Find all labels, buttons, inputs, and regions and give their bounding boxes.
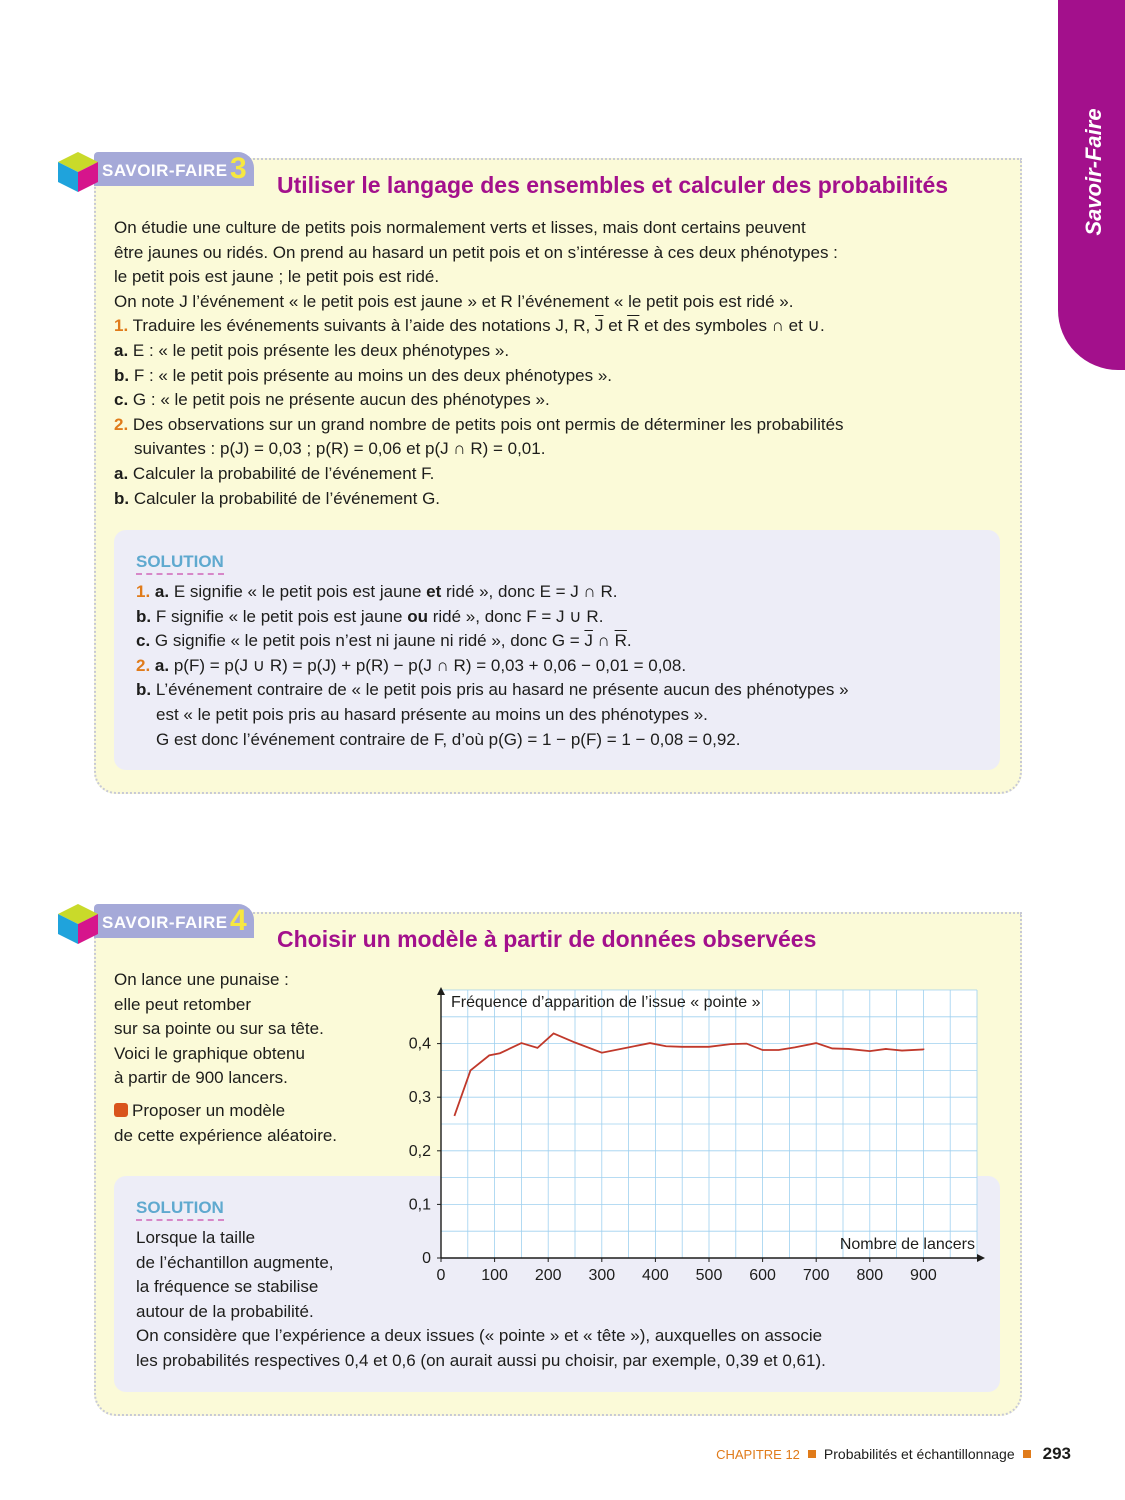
savoir-faire-4-title: Choisir un modèle à partir de données observées (277, 926, 817, 952)
savoir-faire-3-statement (114, 216, 844, 511)
page-footer (716, 1444, 1071, 1464)
solution-2b: b. L’événement contraire de « le petit pois pris au hasard ne présente aucun des phénotypes » (136, 680, 849, 700)
task-line: Proposer un modèle (114, 1099, 337, 1124)
intro-line: être jaunes ou ridés. On prend au hasard un petit pois et on s’intéresse à ces deux phénotypes : (114, 242, 838, 262)
question-2b: b. Calculer la probabilité de l’événement G. (114, 488, 441, 508)
page-number: 293 (1042, 1444, 1071, 1463)
solution-2b-cont: est « le petit pois pris au hasard présente au moins un des phénotypes ». (156, 704, 708, 724)
solution-line: la fréquence se stabilise (136, 1277, 319, 1297)
intro-line: On note J l’événement « le petit pois est jaune » et R l’événement « le petit pois est ridé ». (114, 291, 794, 311)
solution-line: de l’échantillon augmente, (136, 1252, 334, 1272)
question-2: 2. Des observations sur un grand nombre de petits pois ont permis de déterminer les probabilités (114, 414, 844, 434)
question-1c: c. G : « le petit pois ne présente aucun des phénotypes ». (114, 390, 550, 410)
intro-line: On lance une punaise : (114, 970, 289, 989)
x-tick-label: 500 (695, 1267, 723, 1284)
solution-3-text (136, 580, 849, 752)
x-tick-label: 800 (856, 1267, 884, 1284)
cube-icon (56, 902, 100, 946)
solution-line: autour de la probabilité. (136, 1301, 314, 1321)
frequency-chart (395, 985, 995, 1285)
cube-icon (56, 150, 100, 194)
y-tick-label: 0 (422, 1250, 431, 1267)
question-1a: a. E : « le petit pois présente les deux phénotypes ». (114, 340, 510, 360)
question-1: 1. Traduire les événements suivants à l’aide des notations J, R, $\overline{J}$ et $\overline{R}$ et des symboles ∩ et ∪. (114, 316, 825, 336)
footer-chapter-label: CHAPITRE 12 (716, 1447, 800, 1462)
x-axis-label: Nombre de lancers (839, 1236, 975, 1253)
solution-4-title: SOLUTION (136, 1198, 224, 1221)
question-2-cont: suivantes : p(J) = 0,03 ; p(R) = 0,06 et p(J ∩ R) = 0,01. (134, 439, 546, 459)
solution-3-title: SOLUTION (136, 552, 224, 575)
savoir-faire-3-title: Utiliser le langage des ensembles et calculer des probabilités (277, 172, 949, 198)
y-tick-label: 0,3 (408, 1089, 431, 1107)
question-2a: a. Calculer la probabilité de l’événement F. (114, 463, 435, 483)
solution-2b-cont: G est donc l’événement contraire de F, d’où p(G) = 1 − p(F) = 1 − 0,08 = 0,92. (156, 729, 741, 749)
square-bullet-icon (114, 1103, 128, 1117)
savoir-faire-4-tag: SAVOIR-FAIRE 4 (94, 904, 254, 938)
y-tick-label: 0,1 (408, 1196, 431, 1214)
side-tab-label: Savoir-Faire (1081, 108, 1106, 236)
solution-1a: 1. a. E signifie « le petit pois est jaune et ridé », donc E = J ∩ R. (136, 582, 618, 601)
solution-line: les probabilités respectives 0,4 et 0,6 (on aurait aussi pu choisir, par exemple, 0,39 et 0,61). (136, 1350, 826, 1370)
y-tick-label: 0,2 (408, 1142, 431, 1160)
y-tick-label: 0,4 (408, 1035, 431, 1053)
solution-1c: c. G signifie « le petit pois n’est ni jaune ni ridé », donc $G = \overline{J}$ ∩ $\overline{R}$. (136, 631, 632, 651)
savoir-faire-4-number: 4 (230, 904, 248, 937)
savoir-faire-4-statement (114, 968, 337, 1148)
savoir-faire-3-number: 3 (230, 152, 248, 185)
savoir-faire-3-tag: SAVOIR-FAIRE 3 (94, 152, 254, 186)
x-tick-label: 300 (588, 1267, 616, 1284)
footer-chapter-title: Probabilités et échantillonnage (823, 1446, 1015, 1462)
intro-line: Voici le graphique obtenu (114, 1043, 305, 1063)
x-tick-label: 400 (642, 1267, 669, 1284)
x-tick-label: 600 (749, 1267, 776, 1284)
solution-line: Lorsque la taille (136, 1228, 256, 1247)
chart-title: Fréquence d’apparition de l’issue « pointe » (451, 994, 761, 1011)
intro-line: le petit pois est jaune ; le petit pois est ridé. (114, 267, 440, 287)
intro-line: à partir de 900 lancers. (114, 1068, 288, 1088)
intro-line: On étudie une culture de petits pois normalement verts et lisses, mais dont certains peuvent (114, 218, 806, 237)
square-icon (1023, 1450, 1031, 1458)
x-tick-label: 0 (436, 1267, 446, 1284)
solution-1b: b. F signifie « le petit pois est jaune ou ridé », donc F = J ∪ R. (136, 606, 604, 626)
square-icon (808, 1450, 816, 1458)
solution-line: On considère que l’expérience a deux issues (« pointe » et « tête »), auxquelles on associe (136, 1326, 823, 1346)
intro-line: elle peut retomber (114, 994, 252, 1014)
x-tick-label: 200 (534, 1267, 562, 1284)
x-tick-label: 100 (481, 1267, 508, 1284)
x-axis-arrow (977, 1254, 985, 1262)
question-1b: b. F : « le petit pois présente au moins un des deux phénotypes ». (114, 365, 613, 385)
intro-line: sur sa pointe ou sur sa tête. (114, 1019, 324, 1039)
x-tick-label: 700 (802, 1267, 830, 1284)
task-line: de cette expérience aléatoire. (114, 1125, 338, 1145)
x-tick-label: 900 (910, 1267, 937, 1284)
solution-2a: 2. a. p(F) = p(J ∪ R) = p(J) + p(R) − p(J ∩ R) = 0,03 + 0,06 − 0,01 = 0,08. (136, 655, 687, 675)
